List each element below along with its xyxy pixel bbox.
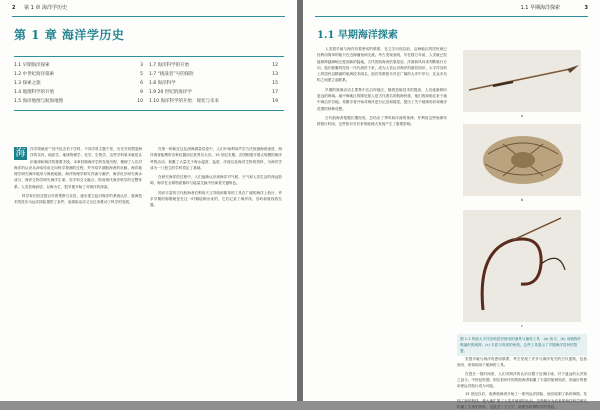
body-paragraph: 类很早就与海洋有密切联系，考古发现了许多与海洋有关的古代遗物，包括渔具、鱼钩和用于航海的工具。 xyxy=(457,357,587,368)
left-running-head xyxy=(0,0,297,16)
toc-row xyxy=(14,88,284,97)
figure-caption: 图 1.1 传统太平洋岛屿居民使用的渔具与捕鱼工具：(a) 鱼叉；(b) 用植物纤维编织的渔网；(c) 木质与骨质的鱼钩。这些工具展示了早期海洋居民的智慧。 xyxy=(457,334,587,356)
right-running-head xyxy=(303,0,600,16)
drop-cap: 海 xyxy=(15,148,26,159)
body-paragraph: 人类很早就与海洋有着密切的联系。在文字出现以前，沿海地区的居民就已经利用简单的船只在近海捕鱼和交流。考古发现表明，早在数万年前，人类就已经能够跨越海峡迁徙到新的陆地。古代的航海者依靠星辰、洋流和风向来判断航行方向，他们积累的经验一代代流传下来，成为人类认识海洋的最初知识。太平洋岛屿上的居民以精湛的航海技术闻名，他们驾驶独木舟在广阔的大洋中穿行，在众多岛屿之间建立起联系。 xyxy=(317,47,447,83)
chapter-title: 第 1 章 海洋学历史 xyxy=(14,28,125,42)
toc-entry[interactable]: 1.8 海洋科学 15 xyxy=(149,81,278,86)
right-body-column-1 xyxy=(317,46,447,396)
figure-spear-photo xyxy=(463,50,581,112)
header-rule xyxy=(12,16,285,17)
body-paragraph: 15 世纪以后，欧洲航海者开始了一系列远洋探险，他们绘制了新的海图，发现了新的航线，极大地扩展了人类对地球的认识。这些航行为后来的海洋科学研究积累了宝贵的资料，也促进了天文学、地理学和博物学的发展。 xyxy=(457,392,587,410)
left-body-column-1 xyxy=(14,146,142,396)
right-body-column-2 xyxy=(457,356,587,410)
chapter-toc xyxy=(14,56,284,111)
body-paragraph: 早期的航海活动主要集中在沿岸地区，随着造船技术的提高，人们逐渐驶向更远的海域。地中海地区的腓尼基人是古代著名的航海民族，他们的商船往来于地中海沿岸各地。希腊学者开始对海洋进行记录和描述，提出了关于地球形状和海洋范围的种种设想。 xyxy=(317,87,447,111)
toc-row xyxy=(14,61,284,70)
body-paragraph: 古代航海者根据长期经验，总结出了季风和洋流的规律，并利用这些规律安排航行时间，这些知识对后来的地理大发现产生了重要影响。 xyxy=(317,115,447,127)
body-paragraph: 知识丰富的古代航海者们利用天文导航和简单的工具在广阔的海洋上航行，许多早期的海图就是在这一时期绘制出来的，它们记录了海岸线、岛屿和航线的位置。 xyxy=(150,190,282,208)
figure-label-a: a xyxy=(520,114,524,118)
body-paragraph: 科学家们经过数百年的观察与实验，逐步建立起对海洋的系统认识，航海技术的进步为远洋探险提供了条件，而探险活动又反过来推动了科学的发展。 xyxy=(14,194,142,205)
figure-label-b: b xyxy=(520,198,524,202)
figure-net-photo xyxy=(463,124,581,196)
left-running-title: 第 1 章 海洋学历史 xyxy=(24,5,67,11)
body-paragraph: 在很长一段时间里，人们对海洋的认识仅限于近海区域，对于遥远的大洋知之甚少。中世纪时期，阿拉伯和中国的航海者积累了丰富的航海知识，指南针的使用使远洋航行成为可能。 xyxy=(457,371,587,389)
left-page-number: 2 xyxy=(12,5,16,11)
left-page xyxy=(0,0,297,401)
section-title: 1.1 早期海洋探索 xyxy=(317,30,398,41)
toc-entry[interactable]: 1.1 早期海洋探索 3 xyxy=(14,63,143,68)
body-paragraph: 在第一种新近以及深海测量结论中，人们开始利用声学方法探测海底深度，海洋调查船携带各种仪器前往世界各大洋。19 世纪末期，各国相继开展大规模的海洋考察活动，积累了大量关于海水温度、盐度、洋流以及海洋生物的资料，为海洋学成为一门独立的学科奠定了基础。 xyxy=(150,147,282,170)
header-rule xyxy=(315,16,588,17)
figure-label-c: c xyxy=(521,324,523,328)
right-page xyxy=(303,0,600,410)
toc-entry[interactable]: 1.7 海洋科学的开始 12 xyxy=(149,63,278,68)
toc-row xyxy=(14,97,284,106)
toc-entry[interactable]: 1.5 海洋地图与航海地图 10 xyxy=(14,99,143,104)
figure-hook-photo xyxy=(463,210,581,322)
right-page-number: 3 xyxy=(584,5,588,11)
toc-entry[interactable]: 1.3 探索之旅 6 xyxy=(14,81,143,86)
toc-entry[interactable]: 1.2 中世纪海洋探索 5 xyxy=(14,72,143,77)
toc-row xyxy=(14,79,284,88)
left-body-column-2 xyxy=(150,146,282,396)
right-running-title: 1.1 早期海洋探索 xyxy=(520,5,560,11)
toc-row xyxy=(14,70,284,79)
toc-entry[interactable]: 1.10 海洋科学的开始：现状与未来 19 xyxy=(149,99,278,104)
toc-entry[interactable]: 1.7 “挑战者”号的探险 13 xyxy=(149,72,278,77)
toc-entry[interactable]: 1.4 地理科学的开始 9 xyxy=(14,90,143,95)
body-paragraph: 洋学领域里“”其中包含若干学科，不同学科主题千差，历史共同塑造海洋的实体，地质学、地球物理学、化学、生物学，这些学科原本就是认识地球和海洋的重要手段。本章回顾海洋学的发展历程，梳理了人们对海洋的认识从神话传说走向科学观测的过程，并介绍早期航海者的贡献。海洋地理学研究海岸地形与海底地貌，海洋物理学研究洋流与潮汐，海洋化学研究海水成分，海洋生物学研究海洋生命。各学科交叉融合，构成现代海洋科学的完整体系。人类依海而居，以海为生，很早便开始了对海洋的探索。 xyxy=(14,147,142,189)
toc-entry[interactable]: 1.9 20 世纪的海洋学 17 xyxy=(149,90,278,95)
body-paragraph: 在研究海洋的过程中，人们逐渐认识到海洋对气候、天气和人类生活的深远影响，海洋在全球物质循环与能量交换中扮演着关键角色。 xyxy=(150,175,282,186)
